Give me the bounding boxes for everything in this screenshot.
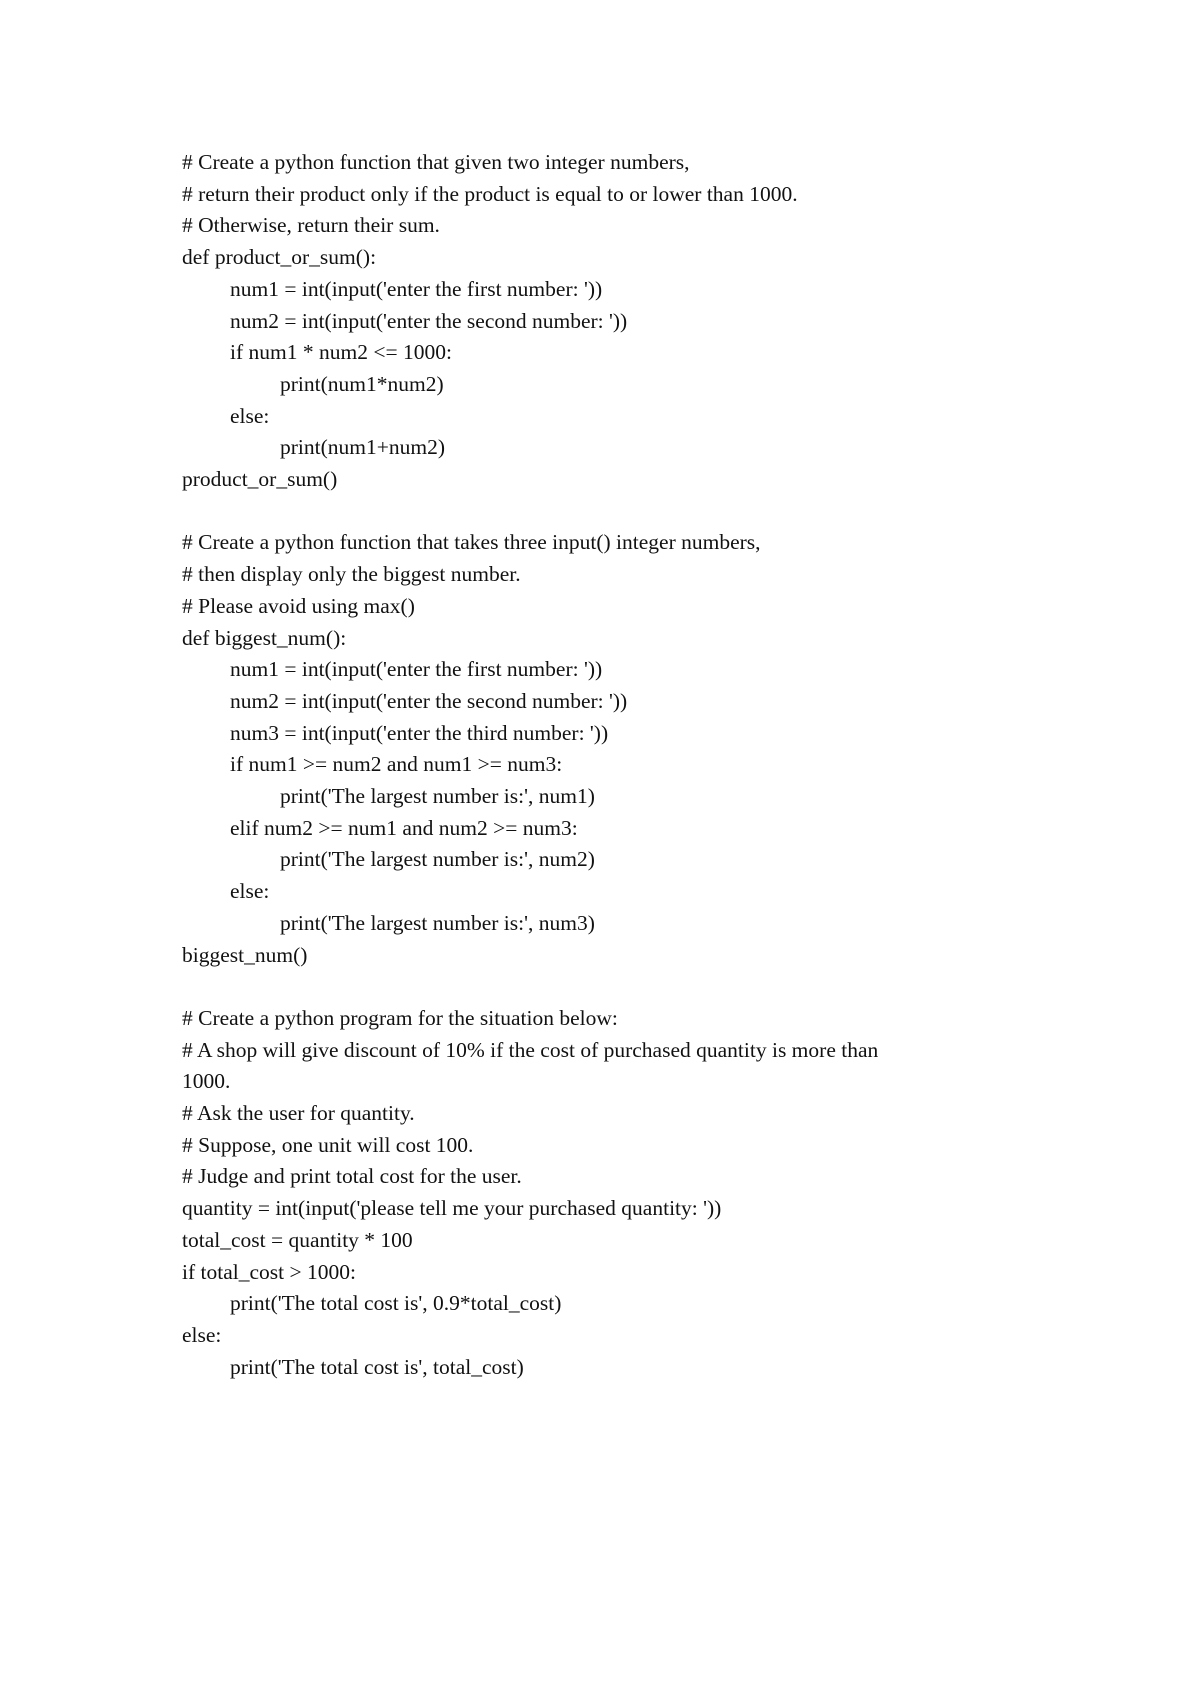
code-line: num1 = int(input('enter the first number: ')) <box>230 276 603 301</box>
product-or-sum-block <box>182 147 1002 496</box>
code-listing <box>182 147 1002 1383</box>
code-line: if total_cost > 1000: <box>182 1259 356 1284</box>
comment-line: # Create a python function that given two integer numbers, <box>182 150 690 174</box>
code-line: if num1 >= num2 and num1 >= num3: <box>230 752 563 777</box>
code-line: print('The largest number is:', num3) <box>280 910 595 935</box>
code-line: def product_or_sum(): <box>182 245 377 270</box>
code-line: else: <box>230 879 270 904</box>
code-line: quantity = int(input('please tell me your purchased quantity: ')) <box>182 1196 722 1221</box>
code-line: product_or_sum() <box>182 467 338 492</box>
biggest-num-block <box>182 527 1002 971</box>
code-line: if num1 * num2 <= 1000: <box>230 340 452 365</box>
block-separator <box>182 496 1002 528</box>
comment-line: # Please avoid using max() <box>182 593 415 618</box>
code-line: print('The total cost is', 0.9*total_cost) <box>230 1291 562 1316</box>
code-line: def biggest_num(): <box>182 625 347 650</box>
comment-line: # A shop will give discount of 10% if the cost of purchased quantity is more than <box>182 1037 879 1062</box>
code-line: else: <box>182 1322 222 1347</box>
comment-line: # then display only the biggest number. <box>182 562 521 587</box>
code-line: else: <box>230 403 270 428</box>
comment-line: # Create a python function that takes three input() integer numbers, <box>182 530 761 555</box>
comment-line: # Ask the user for quantity. <box>182 1101 415 1126</box>
code-line: 1000. <box>182 1069 231 1094</box>
code-line: biggest_num() <box>182 942 308 967</box>
code-line: print('The largest number is:', num2) <box>280 847 595 872</box>
block-separator <box>182 971 1002 1003</box>
code-line: num2 = int(input('enter the second number: ')) <box>230 688 628 713</box>
code-line: print(num1+num2) <box>280 435 445 460</box>
comment-line: # Create a python program for the situation below: <box>182 1005 618 1030</box>
code-line: num1 = int(input('enter the first number: ')) <box>230 657 603 682</box>
code-line: num3 = int(input('enter the third number: ')) <box>230 720 609 745</box>
comment-line: # return their product only if the product is equal to or lower than 1000. <box>182 181 798 206</box>
code-line: elif num2 >= num1 and num2 >= num3: <box>230 815 578 840</box>
comment-line: # Judge and print total cost for the user. <box>182 1164 522 1189</box>
comment-line: # Otherwise, return their sum. <box>182 213 440 238</box>
code-line: total_cost = quantity * 100 <box>182 1227 413 1252</box>
total-cost-block <box>182 1003 1002 1383</box>
code-line: print('The largest number is:', num1) <box>280 784 595 809</box>
code-line: num2 = int(input('enter the second number: ')) <box>230 308 628 333</box>
comment-line: # Suppose, one unit will cost 100. <box>182 1132 474 1157</box>
code-line: print('The total cost is', total_cost) <box>230 1354 524 1379</box>
code-line: print(num1*num2) <box>280 371 444 396</box>
